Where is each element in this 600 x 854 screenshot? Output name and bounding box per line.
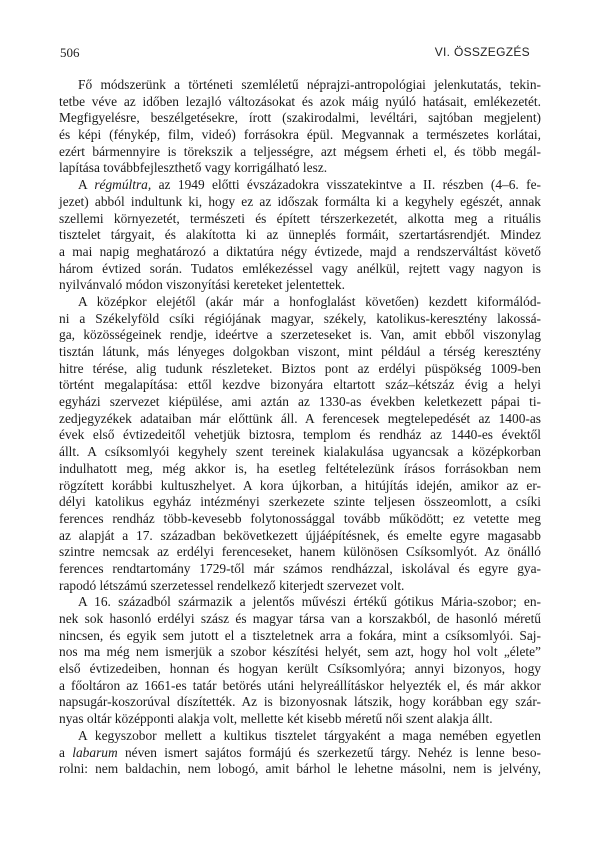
text-line: Megfigyelésre, beszélgetésekre, írott (szakirodalmi, levéltári, sajtóban megjelent)	[59, 110, 541, 126]
text-line: nincsen, és egyik sem jutott el a tiszteletnek arra a fokára, mint a csíksomlyói. Saj-	[59, 627, 541, 643]
text-line: nos ma még nem ismerjük a szobor készítési helyét, sem azt, hogy hol volt „élete”	[59, 644, 541, 660]
text-line: nek sok hasonló erdélyi szász és magyar társa van a korszakból, de hasonló méretű	[59, 611, 541, 626]
text-line: rapodó létszámú szerzetessel rendelkező kiterjedt szervezet volt.	[59, 577, 405, 593]
text-line: A középkor elejétől (akár már a honfoglalást követően) kezdett kiformálód-	[78, 293, 541, 309]
paragraph	[59, 594, 541, 728]
text-line: ferences rendtartomány 1729-től már számos rendházzal, iskolával és egyre gya-	[59, 560, 541, 576]
text-line: a mai napig meghatározó a diktatúra négy évtizede, majd a rendszerváltást követő	[59, 243, 541, 259]
text-line: tetbe véve az időben lezajló változásokat és azok máig nyúló hatásait, emlékezetét.	[59, 93, 541, 109]
italic-term: labarum	[72, 744, 118, 760]
body-text	[59, 77, 541, 778]
text-line: és képi (fénykép, film, videó) forrásokra épül. Megvannak a természetes korlátai,	[59, 127, 541, 143]
text-line: A régmúltra, az 1949 előtti évszázadokra visszatekintve a II. részben (4–6. fe-	[78, 177, 541, 193]
text-line: nyilvánvaló módon viszonyítási kereteket jelentettek.	[59, 277, 345, 293]
text-line: A kegyszobor mellett a kultikus tisztelet tárgyaként a maga nemében egyetlen	[78, 727, 541, 743]
text-line: rögzített korábbi kultuszhelyet. A kora újkorban, a hitújítás idején, amikor az er-	[59, 477, 541, 493]
text-line: hitre térése, alig tudunk részleteket. Biztos pont az erdélyi püspökség 1009-ben	[59, 360, 541, 376]
text-line: első évtizedeiben, honnan és hogyan került Csíksomlyóra; annyi bizonyos, hogy	[59, 661, 541, 677]
paragraph	[59, 728, 541, 778]
chapter-title: VI. ÖSSZEGZÉS	[434, 45, 530, 59]
text-line: évek első évtizedeitől vehetjük biztosra, templom és rendház az 1440-es évektől	[59, 427, 541, 443]
text-line: délyi katolikus egyház intézményi szerkezete szinte teljesen összeomlott, a csíki	[59, 494, 541, 510]
text-line: indulhatott meg, még akkor is, ha esetleg feltételezünk írásos forrásokban nem	[59, 460, 541, 476]
page-number: 506	[60, 45, 80, 60]
paragraph	[59, 77, 541, 177]
text-line: A 16. századból származik a jelentős művészi értékű gótikus Mária-szobor; en-	[78, 594, 541, 610]
text-line: zedjegyzékek adataiban már előttünk áll. A ferencesek megtelepedését az 1400-as	[59, 410, 541, 426]
paragraph	[59, 177, 541, 294]
text-line: ezért bármennyire is törekszik a teljességre, azt mégsem érheti el, és több megál-	[59, 143, 541, 159]
text-line: a labarum néven ismert sajátos formájú és szerkezetű tárgy. Nehéz is lenne beso-	[59, 744, 541, 760]
text-line: történt megalapítása: ettől kezdve bizonyára eltartott száz–kétszáz évig a helyi	[59, 377, 541, 393]
text-line: egyházi szervezet kiépülése, ami aztán az 1330-as években keletkezett pápai ti-	[59, 394, 541, 410]
text-line: Fő módszerünk a történeti szemléletű néprajzi-antropológiai jelenkutatás, tekin-	[78, 77, 541, 92]
running-head	[60, 45, 530, 61]
text-line: állt. A csíksomlyói kegyhely szent tereinek kialakulása ugyancsak a középkorban	[59, 444, 541, 460]
text-line: ferences rendház több-kevesebb folytonossággal tovább működött; ez vetette meg	[59, 510, 541, 526]
text-line: rolni: nem baldachin, nem lobogó, amit bárhol le lehetne másolni, nem is jelvény,	[59, 761, 541, 777]
text-line: tisztelet tárgyait, és alakította ki az ünneplés formáit, szertartásrendjét. Mindez	[59, 227, 541, 243]
text-line: jezet) abból indultunk ki, hogy ez az időszak formálta ki a kegyhely egészét, annak	[59, 193, 541, 209]
text-line: szellemi környezetét, természeti és épített térszerkezetét, alkotta meg a rituális	[59, 210, 541, 226]
text-line: ni a Székelyföld csíki régiójának magyar, székely, katolikus-keresztény lakossá-	[59, 310, 541, 326]
text-line: három évtized során. Tudatos emlékezéssel vagy anélkül, rejtett vagy nagyon is	[59, 260, 541, 276]
text-line: lapítása továbbfejleszthető vagy korrigálható lesz.	[59, 160, 328, 176]
text-line: tisztán látunk, más lényeges dolgokban viszont, mint például a térség keresztény	[59, 344, 541, 359]
text-line: a főoltáron az 1661-es tatár betörés utáni helyreállításkor helyezték el, és már akkor	[59, 677, 541, 693]
italic-term: régmúltra,	[94, 177, 152, 193]
text-line: szintre nemcsak az erdélyi ferenceseket, hanem különösen Csíksomlyót. Az önálló	[59, 544, 541, 560]
paragraph	[59, 294, 541, 594]
text-line: nyas oltár középponti alakja volt, mellette két kisebb méretű női szent alakja állt.	[59, 711, 493, 727]
text-line: napsugár-koszorúval díszítették. Az is bizonyosnak látszik, hogy korábban egy szár-	[59, 694, 541, 710]
text-line: ga, közösségeinek rendje, ideértve a szerzeteseket is. Van, amit ebből viszonylag	[59, 327, 541, 343]
text-line: az alapját a 17. században bekövetkezett újjáépítésnek, és emelte egyre magasabb	[59, 527, 541, 543]
